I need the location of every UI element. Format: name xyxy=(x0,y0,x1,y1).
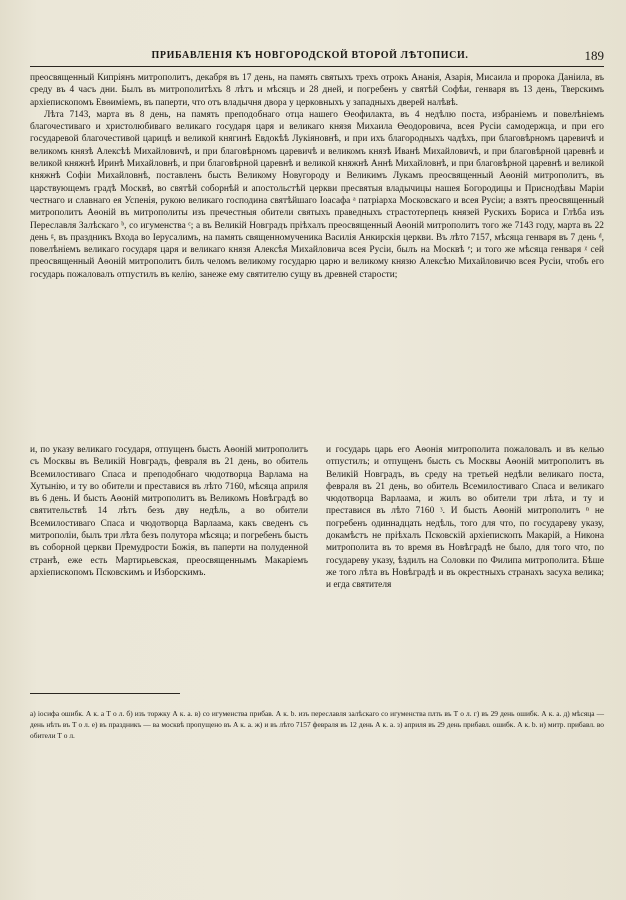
page-number: 189 xyxy=(584,48,604,63)
two-column-section xyxy=(30,444,604,684)
right-column-text: и государь царь его Аѳонія митрополита пожаловалъ и въ келью отпустилъ; и отпущенъ бысть съ Москвы Аѳоній митрополитъ въ Великій Новградъ, въ среду на третьей недѣли великаго поста, февраля въ 21 день, во обитель Всемилостиваго Спаса и великаго чюдотворца Варлаама, и жилъ во обители три лѣта, и ту и преставися въ лѣто 7160 ᶾ. И бысть Аѳоній митрополитъ ⁿ не погребенъ одиннадцать недѣль, того для что, по государеву указу, докамѣстъ не пріѣхалъ Псковскій архіепископъ Макарій, а Никона митрополита въ то время въ Новѣградѣ не было, для того что, по государеву указу, ѣздилъ на Соловки по Филипа митрополита. Бѣше же того лѣта въ Новѣградѣ и въ окрестныхъ странахъ засуха велика; и егда святителя xyxy=(326,445,604,591)
right-column xyxy=(326,444,604,592)
header-rule xyxy=(30,66,604,67)
left-column-text: и, по указу великаго государя, отпущенъ бысть Аѳоній митрополитъ съ Москвы въ Великій Новградъ, февраля въ 21 день, во обитель Всемилостиваго Спаса и преподобнаго чюдотворца Варлама на Хутынію, и ту во обители и преставися въ лѣто 7160, мѣсяца априля въ 6 день. И бысть Аѳоній митрополитъ въ Великомъ Новѣградѣ во святительствѣ 14 лѣтъ безъ дву недѣль, а во обители Всемилостиваго Спаса и чюдотворца Варлаама, какъ сведенъ съ митрополіи, былъ три лѣта безъ полутора мѣсяца; и погребенъ бысть въ соборной церкви Премудрости Божія, въ паперти на полуденной странѣ, еже есть Мартирьевская, преосвященнымъ Макаріемъ архіепископомъ Псковскимъ и Изборскимъ. xyxy=(30,445,308,578)
footnotes-text: а) іосифа ошибк. А к. а Т о л. б) изъ торжку А к. а. в) со игуменства прибав. А к. b. изъ переславля залѣскаго со игуменства плть въ Т о л. г) въ 29 день ошибк. А к. а. д) мѣсяца — день нѣть въ Т о л. е) въ праздникъ — ва москвѣ пропущено въ А к. а. ж) и въ лѣто 7157 февраля въ 12 день А к. а. з) априля въ 29 день прибавл. ошибк. А к. b. и) митр. прибавл. во обители Т о л. xyxy=(30,709,604,740)
paragraph-1: преосвященный Кипріянъ митрополитъ, декабря въ 17 день, на память святыхъ трехъ отрокъ Ананія, Азарія, Мисаила и пророка Даніила, въ среду въ 4 часъ дни. Былъ въ митрополитѣхъ 8 лѣтъ и мѣсяцъ и 28 дней, и погребенъ у святѣй Софѣи, генваря въ 13 день, Тверскимъ архіепископомъ Евѳиміемъ, въ паперти, что отъ владычня двора у церковныхъ у западныхъ дверей налѣвѣ. xyxy=(30,73,604,108)
header-title: ПРИБАВЛЕНІЯ КЪ НОВГОРОДСКОЙ ВТОРОЙ ЛѢТОПИСИ. xyxy=(151,50,469,61)
footnotes xyxy=(30,708,604,741)
main-text xyxy=(30,72,604,281)
running-header xyxy=(30,50,604,66)
left-column xyxy=(30,444,308,579)
paragraph-2: Лѣта 7143, марта въ 8 день, на память преподобнаго отца нашего Ѳеофилакта, въ 4 недѣлю поста, избраніемъ и повелѣніемъ благочестиваго и христолюбиваго великаго государя царя и великаго князя Михаила Ѳеодоровича, всея Русіи самодержца, и при его государевой благочестивой царицѣ и великой княгинѣ Евдокѣѣ Лукіяновнѣ, и при ихъ благородныхъ чадѣхъ, при благовѣрномъ царевичѣ и великомъ князѣ Алексѣѣ Михайловичѣ, и при благовѣрномъ царевичѣ и великомъ князѣ Иванѣ Михайловичѣ, и при благовѣрной царевнѣ и великой княжнѣ Иринѣ Михайловнѣ, и при благовѣрной царевнѣ и великой княжнѣ Аннѣ Михайловнѣ, и при благовѣрной царевнѣ и великой княжнѣ Софіи Михайловнѣ, поставленъ бысть Великому Новугороду и Великимъ Лукамъ преосвященный Аѳоній митрополитъ, въ царствующемъ градѣ Москвѣ, во святѣй соборнѣй и апостольстѣй церкви пресвятыя владычицы нашея Богородицы и Приснодѣвы Маріи честнаго и славнаго ея Успенія, рукою великаго господина святѣйшаго Іоасафа ᵃ патріарха Московскаго и всея Русіи; а взятъ преосвященный митрополитъ Аѳоній въ митрополиты изъ пречестныя обители святыхъ праведныхъ страстотерпецъ князей Рускихъ Бориса и Глѣба изъ Переславля Залѣскаго ᵇ, со игуменства ᶜ; а въ Великій Новградъ пріѣхалъ преосвященный Аѳоній митрополитъ того же 7143 году, марта въ 22 день ᵍ, въ праздникъ Входа во Іерусалимъ, на память священномученика Василія Анкирскія церкви. Въ лѣто 7157, мѣсяца генваря въ 7 день ᵈ, повелѣніемъ великаго государя царя и великаго князя Алексѣя Михайловича всея Русіи, былъ на Москвѣ ᵉ; и того же мѣсяца генваря ᵡ сей преосвященный Аѳоній митрополитъ билъ челомъ великому государю царю и великому князю Алексѣю Михайловичю всея Русіи, чтобъ его государь пожаловалъ отпустилъ въ келію, занеже ему святителю сущу въ древней старости; xyxy=(30,109,604,280)
footnote-rule xyxy=(30,693,180,694)
